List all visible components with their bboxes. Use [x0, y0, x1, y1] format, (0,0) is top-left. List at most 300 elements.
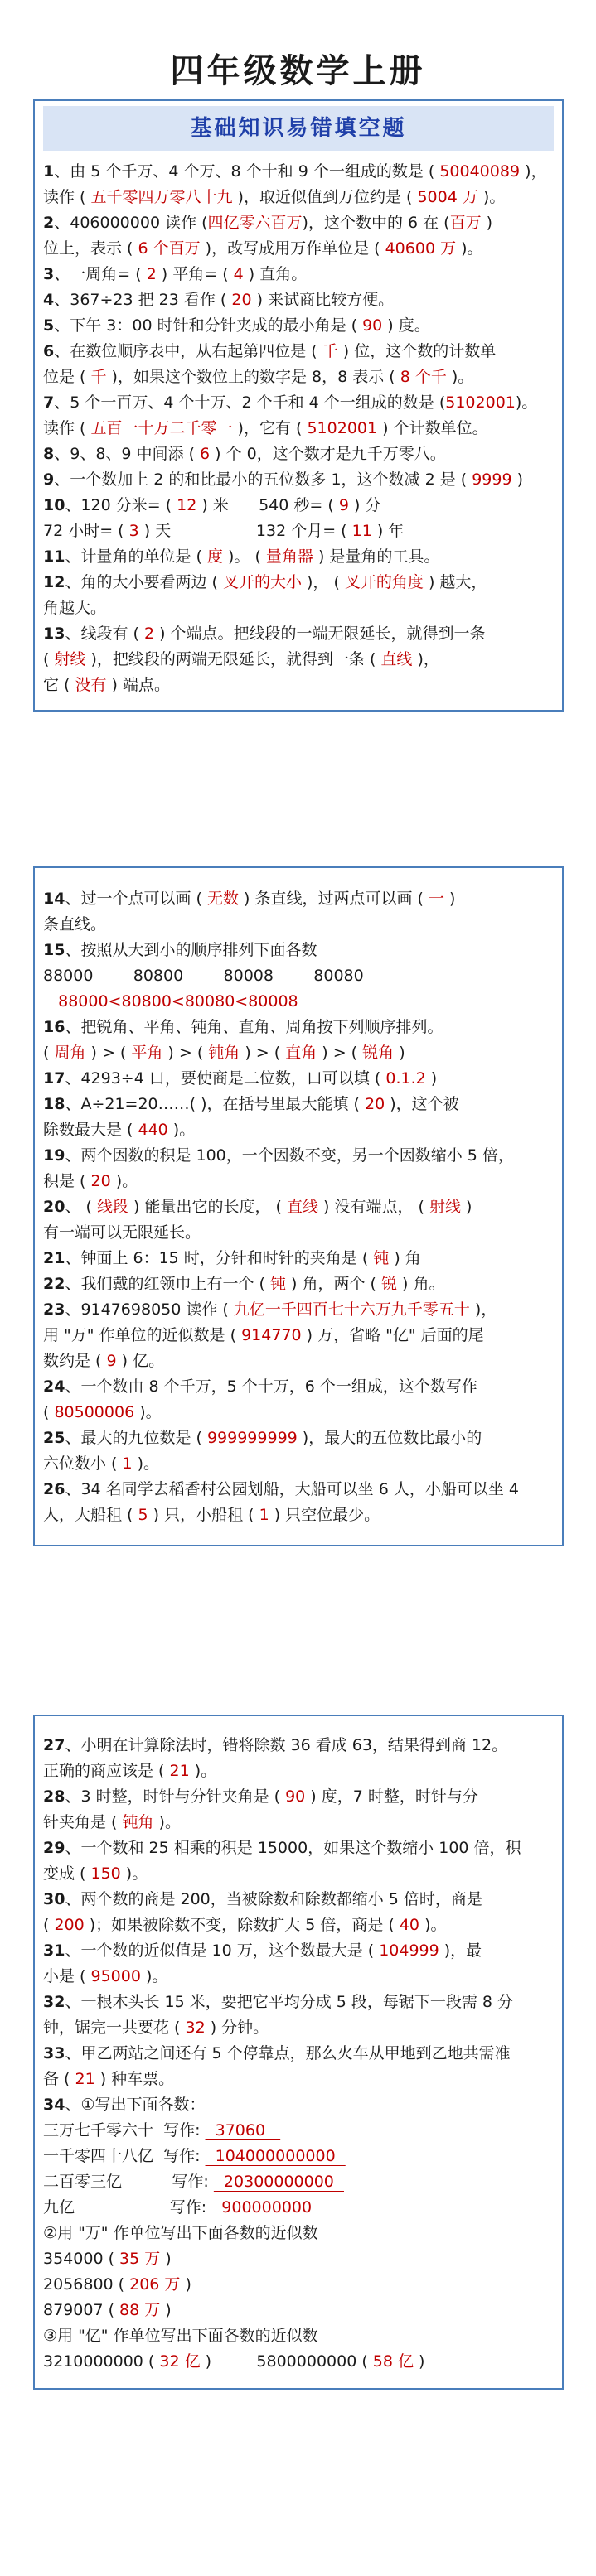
text: ) 天 132 个月= ( [138, 522, 352, 540]
question-line [43, 390, 554, 416]
text: 条直线。 [43, 915, 107, 933]
text: 、406000000 读作 ( [54, 214, 208, 232]
question-line [43, 1117, 554, 1143]
text: ( [43, 650, 55, 668]
text: ) 年 [371, 522, 405, 540]
text: ) [414, 2352, 425, 2371]
question-line [43, 2067, 554, 2092]
answer: 2 [146, 265, 157, 283]
answer: 无数 [206, 890, 239, 908]
question-line [43, 2246, 554, 2272]
text: ) [394, 1044, 405, 1062]
answer: 线段 [96, 1198, 128, 1216]
answer: 8 个千 [400, 368, 447, 386]
text: 、两个数的商是 200，当被除数和除数都缩小 5 倍时，商是 [65, 1890, 482, 1908]
question-number: 24 [43, 1377, 65, 1396]
answer: 90 [285, 1787, 306, 1806]
text: 、5 个一百万、4 个十万、2 个千和 4 个一组成的数是 ( [54, 393, 446, 412]
question-line [43, 1913, 554, 1938]
text: ) 平角= ( [156, 265, 234, 283]
answer: 12 [177, 496, 197, 514]
question-number: 4 [43, 291, 55, 309]
question-line [43, 2272, 554, 2298]
answer: 0.1.2 [385, 1069, 426, 1088]
question-line [43, 912, 554, 938]
text: )。 [132, 1454, 160, 1473]
text: )，这个数中的 6 在 ( [302, 214, 450, 232]
answer: 35 万 [119, 2250, 161, 2268]
answer: 200 [54, 1916, 85, 1934]
text: 有一端可以无限延长。 [43, 1223, 201, 1242]
question-line [43, 493, 554, 519]
text: ) 万，省略 "亿" 后面的尾 [301, 1326, 484, 1344]
question-line [43, 1861, 554, 1887]
text: )，把线段的两端无限延长，就得到一条 ( [85, 650, 381, 668]
text: ) 条直线，过两点可以画 ( [238, 890, 429, 908]
question-line [43, 1194, 554, 1220]
text: 、9147698050 读作 ( [65, 1300, 234, 1319]
text: 数约是 ( [43, 1352, 107, 1370]
question-number: 7 [43, 393, 55, 412]
text: 354000 ( [43, 2250, 120, 2268]
answer: 直线 [286, 1198, 318, 1216]
question-number: 1 [43, 162, 55, 181]
question-line [43, 1348, 554, 1374]
text: ) [180, 2275, 191, 2294]
question-line [43, 1477, 554, 1503]
question-line [43, 1374, 554, 1400]
answer: 百万 [449, 214, 482, 232]
text: )。 [515, 393, 538, 412]
text: ) 角。 [396, 1275, 445, 1293]
question-line [43, 1040, 554, 1066]
answer: 射线 [54, 650, 86, 668]
question-number: 3 [43, 265, 55, 283]
answer: 周角 [54, 1044, 86, 1062]
text: 位上，表示 ( [43, 239, 138, 258]
text: )， [469, 1300, 497, 1319]
answer: 直线 [380, 650, 413, 668]
page-title: 四年级数学上册 [170, 51, 426, 90]
answer: 五千零四万零八十九 [90, 188, 233, 206]
question-number: 10 [43, 496, 65, 514]
text: 88000 80800 80008 80080 [43, 967, 364, 985]
text: 、一根木头长 15 米，要把它平均分成 5 段，每锯下一段需 8 分 [65, 1993, 514, 2011]
text: 、4293÷4 口，要使商是二位数，口可以填 ( [65, 1069, 386, 1088]
answer-underlined: 104000000000 [205, 2147, 346, 2165]
text: 人，大船租 ( [43, 1506, 138, 1524]
text: 、9、8、9 中间添 ( [54, 445, 201, 463]
question-line [43, 185, 554, 210]
text: ) 角，两个 ( [285, 1275, 381, 1293]
text: 、一个数由 8 个千万，5 个十万，6 个一组成，这个数写作 [65, 1377, 477, 1396]
question-line [43, 1758, 554, 1784]
text: )。 [419, 1916, 447, 1934]
text: )，最 [439, 1942, 482, 1960]
panel-3 [33, 1715, 564, 2390]
text: )。 [153, 1813, 181, 1831]
text: ) [511, 470, 524, 489]
text: ③用 "亿" 作单位写出下面各数的近似数 [43, 2327, 318, 2345]
answer: 21 [169, 1762, 190, 1780]
question-line [43, 963, 554, 989]
text: )。 [134, 1403, 162, 1421]
text: )。 [167, 1121, 196, 1139]
question-line [43, 441, 554, 467]
answer: 80500006 [54, 1403, 135, 1421]
answer: 90 [362, 316, 383, 335]
question-line [43, 1297, 554, 1323]
text: )。 [120, 1864, 148, 1883]
question-line [43, 159, 554, 185]
question-line [43, 1220, 554, 1246]
answer: 钝 [269, 1275, 286, 1293]
answer: 50040089 [439, 162, 521, 181]
text: ) 来试商比较方便。 [251, 291, 395, 309]
text: )。 ( [222, 548, 266, 566]
text: 钟，锯完一共要花 ( [43, 2019, 186, 2037]
question-line [43, 1246, 554, 1271]
answer: 9 [338, 496, 349, 514]
text: 879007 ( [43, 2301, 120, 2319]
text: 六位数小 ( [43, 1454, 123, 1473]
question-number: 21 [43, 1249, 65, 1267]
answer: 104999 [379, 1942, 439, 1960]
text: ) 端点。 [106, 676, 171, 694]
text: )。 [140, 1967, 168, 1985]
answer: 量角器 [265, 548, 313, 566]
text: ) 角 [389, 1249, 421, 1267]
text: 一千零四十八亿 写作: [43, 2147, 206, 2165]
answer: 9 [106, 1352, 117, 1370]
question-line [43, 570, 554, 596]
text: 、钟面上 6：15 时，分针和时针的夹角是 ( [65, 1249, 374, 1267]
text: ) 没有端点， ( [317, 1198, 429, 1216]
question-line [43, 2349, 554, 2375]
answer: 999999999 [206, 1429, 298, 1447]
panel-lines [35, 1733, 562, 2375]
question-line [43, 2195, 554, 2221]
question-line [43, 2221, 554, 2246]
text: 、小明在计算除法时，错将除数 36 看成 63，结果得到商 12。 [65, 1736, 508, 1754]
question-line [43, 621, 554, 647]
answer-underlined: 900000000 [211, 2198, 322, 2217]
answer: 钝角 [208, 1044, 240, 1062]
question-number: 8 [43, 445, 55, 463]
text: )。 [456, 239, 483, 258]
question-number: 17 [43, 1069, 65, 1088]
question-line [43, 1451, 554, 1477]
answer: 射线 [429, 1198, 461, 1216]
text: )，取近似值到万位约是 ( [232, 188, 418, 206]
question-number: 26 [43, 1480, 65, 1498]
text: ②用 "万" 作单位写出下面各数的近似数 [43, 2224, 318, 2242]
question-line [43, 313, 554, 339]
question-line [43, 1810, 554, 1836]
question-line [43, 210, 554, 236]
text: 用 "万" 作单位的近似数是 ( [43, 1326, 242, 1344]
answer: 11 [351, 522, 372, 540]
text: 、 ( [65, 1198, 97, 1216]
text: ) 是量角的工具。 [313, 548, 440, 566]
answer: 没有 [75, 676, 107, 694]
answer-underlined: 20300000000 [213, 2173, 344, 2191]
question-line [43, 989, 554, 1015]
question-line [43, 2015, 554, 2041]
answer: 3 [128, 522, 139, 540]
text: ) 只空位最少。 [269, 1506, 380, 1524]
question-line [43, 2092, 554, 2118]
question-number: 16 [43, 1018, 65, 1036]
text: )，这个被 [385, 1095, 459, 1113]
answer: 88 万 [119, 2301, 161, 2319]
text: ) 5800000000 ( [200, 2352, 373, 2371]
text: 、甲乙两站之间还有 5 个停靠点，那么火车从甲地到乙地共需准 [65, 2044, 511, 2062]
panel-lines [35, 886, 562, 1528]
text: ) 亿。 [116, 1352, 165, 1370]
text: 、下午 3：00 时针和分针夹成的最小角是 ( [54, 316, 363, 335]
answer: 钝角 [122, 1813, 154, 1831]
question-line [43, 339, 554, 364]
question-line [43, 2169, 554, 2195]
answer: 40 [399, 1916, 420, 1934]
question-line [43, 1938, 554, 1964]
answer: 5004 万 [417, 188, 478, 206]
question-line [43, 1990, 554, 2015]
text: 、一个数的近似值是 10 万，这个数最大是 ( [65, 1942, 380, 1960]
text: 读作 ( [43, 188, 91, 206]
question-number: 18 [43, 1095, 65, 1113]
question-line [43, 1015, 554, 1040]
answer: 95000 [90, 1967, 141, 1985]
text: 位是 ( [43, 368, 91, 386]
text: ( [43, 1044, 55, 1062]
text: )， [520, 162, 547, 181]
question-number: 30 [43, 1890, 65, 1908]
question-line [43, 287, 554, 313]
text: 它 ( [43, 676, 75, 694]
question-line [43, 1169, 554, 1194]
question-line [43, 2041, 554, 2067]
text: )，如果这个数位上的数字是 8，8 表示 ( [106, 368, 400, 386]
text: 、角的大小要看两边 ( [65, 573, 223, 591]
answer: 20 [365, 1095, 385, 1113]
text: )，最大的五位数比最小的 [297, 1429, 482, 1447]
question-line [43, 1143, 554, 1169]
question-line [43, 647, 554, 673]
question-line [43, 1271, 554, 1297]
question-line [43, 673, 554, 698]
answer: 锐角 [362, 1044, 395, 1062]
text: 积是 ( [43, 1172, 91, 1190]
question-number: 25 [43, 1429, 65, 1447]
text: )。 [189, 1762, 217, 1780]
question-line [43, 364, 554, 390]
text: 、线段有 ( [65, 625, 144, 643]
answer: 锐 [380, 1275, 397, 1293]
text: ) 位，这个数的计数单 [337, 342, 497, 360]
question-line [43, 1066, 554, 1092]
text: 三万七千零六十 写作: [43, 2121, 206, 2139]
question-number: 15 [43, 941, 65, 959]
text: )。 [477, 188, 506, 206]
text: )。 [446, 368, 474, 386]
answer: 32 亿 [159, 2352, 201, 2371]
question-number: 12 [43, 573, 65, 591]
text: ) [443, 890, 456, 908]
text: 2056800 ( [43, 2275, 130, 2294]
answer: 9999 [472, 470, 512, 489]
question-number: 22 [43, 1275, 65, 1293]
question-line [43, 1964, 554, 1990]
question-line [43, 886, 554, 912]
question-line [43, 596, 554, 621]
text: 正确的商应该是 ( [43, 1762, 170, 1780]
text: ) 个计数单位。 [377, 419, 488, 437]
text: )。 [110, 1172, 138, 1190]
panel-2 [33, 866, 564, 1546]
text: 、我们戴的红领巾上有一个 ( [65, 1275, 270, 1293]
text: ) 种车票。 [94, 2070, 175, 2088]
answer: 32 [185, 2019, 206, 2037]
answer-underlined: 37060 [205, 2121, 281, 2139]
text: 变成 ( [43, 1864, 91, 1883]
text: ) 分 [348, 496, 381, 514]
question-number: 32 [43, 1993, 65, 2011]
question-line [43, 262, 554, 287]
question-line [43, 1887, 554, 1913]
answer: 千 [322, 342, 338, 360]
text: ) 分钟。 [205, 2019, 269, 2037]
answer: 40600 万 [385, 239, 457, 258]
text: )，它有 ( [232, 419, 308, 437]
question-line [43, 2118, 554, 2144]
panel-1 [33, 99, 564, 712]
answer: 440 [138, 1121, 168, 1139]
answer-underlined: 88000<80800<80080<80008 [43, 992, 349, 1011]
answer: 21 [75, 2070, 95, 2088]
text: 、两个因数的积是 100，一个因数不变，另一个因数缩小 5 倍， [65, 1146, 514, 1165]
text: ) 度。 [382, 316, 430, 335]
text: 、A÷21=20……( )，在括号里最大能填 ( [65, 1095, 366, 1113]
question-line [43, 416, 554, 441]
text: ) 米 540 秒= ( [196, 496, 339, 514]
text: 、34 名同学去稻香村公园划船，大船可以坐 6 人，小船可以坐 4 [65, 1480, 519, 1498]
answer: 5 [138, 1506, 148, 1524]
text: 、3 时整，时针与分针夹角是 ( [65, 1787, 286, 1806]
question-number: 5 [43, 316, 55, 335]
text: 、①写出下面各数： [65, 2096, 206, 2114]
question-line [43, 519, 554, 544]
question-number: 11 [43, 548, 65, 566]
question-line [43, 1425, 554, 1451]
text: 除数最大是 ( [43, 1121, 138, 1139]
question-number: 29 [43, 1839, 65, 1857]
answer: 叉开的角度 [344, 573, 424, 591]
answer: 钝 [373, 1249, 390, 1267]
answer: 1 [122, 1454, 133, 1473]
answer: 20 [90, 1172, 111, 1190]
answer: 2 [143, 625, 155, 643]
question-line [43, 467, 554, 493]
question-line [43, 2144, 554, 2169]
question-line [43, 1323, 554, 1348]
text: 角越大。 [43, 599, 107, 617]
text: ) > ( [240, 1044, 286, 1062]
text: 、过一个点可以画 ( [65, 890, 207, 908]
text: ) > ( [162, 1044, 209, 1062]
answer: 58 亿 [372, 2352, 414, 2371]
text: ) > ( [317, 1044, 363, 1062]
subtitle: 基础知识易错填空题 [43, 106, 554, 151]
answer: 206 万 [129, 2275, 181, 2294]
text: 针夹角是 ( [43, 1813, 123, 1831]
text: 、一周角= ( [54, 265, 147, 283]
text: 九亿 写作: [43, 2198, 212, 2217]
answer: 五百一十万二千零一 [90, 419, 233, 437]
question-number: 31 [43, 1942, 65, 1960]
answer: 5102001 [307, 419, 378, 437]
text: 备 ( [43, 2070, 75, 2088]
text: )， [412, 650, 439, 668]
text: 读作 ( [43, 419, 91, 437]
text: ) > ( [85, 1044, 132, 1062]
answer: 一 [428, 890, 444, 908]
question-number: 34 [43, 2096, 65, 2114]
question-number: 27 [43, 1736, 65, 1754]
answer: 千 [90, 368, 107, 386]
text: ) [160, 2301, 172, 2319]
text: 72 小时= ( [43, 522, 129, 540]
question-line [43, 544, 554, 570]
answer: 6 个百万 [138, 239, 201, 258]
answer: 1 [259, 1506, 269, 1524]
answer: 四亿零六百万 [207, 214, 303, 232]
text: ) 只，小船租 ( [148, 1506, 259, 1524]
question-line [43, 938, 554, 963]
text: 、一个数和 25 相乘的积是 15000，如果这个数缩小 100 倍，积 [65, 1839, 521, 1857]
question-number: 2 [43, 214, 55, 232]
text: ) 越大， [423, 573, 487, 591]
text: ) 个端点。把线段的一端无限延长，就得到一条 [154, 625, 486, 643]
question-number: 19 [43, 1146, 65, 1165]
answer: 度 [206, 548, 223, 566]
question-line [43, 236, 554, 262]
text: ) 个 0，这个数才是九千万零八。 [210, 445, 446, 463]
question-line [43, 1784, 554, 1810]
text: ) [481, 214, 493, 232]
text: 、计量角的单位是 ( [65, 548, 207, 566]
text: ) 直角。 [243, 265, 308, 283]
answer: 20 [231, 291, 252, 309]
answer: 叉开的大小 [222, 573, 302, 591]
text: 、最大的九位数是 ( [65, 1429, 207, 1447]
answer: 直角 [285, 1044, 317, 1062]
text: 、由 5 个千万、4 个万、8 个十和 9 个一组成的数是 ( [54, 162, 440, 181]
answer: 914770 [241, 1326, 302, 1344]
answer: 6 [200, 445, 211, 463]
text: )；如果被除数不变，除数扩大 5 倍，商是 ( [84, 1916, 400, 1934]
text: )， ( [301, 573, 345, 591]
text: ) 度，7 时整，时针与分 [305, 1787, 478, 1806]
text: 3210000000 ( [43, 2352, 160, 2371]
text: 、按照从大到小的顺序排列下面各数 [65, 941, 317, 959]
text: 小是 ( [43, 1967, 91, 1985]
text: ( [43, 1916, 55, 1934]
question-number: 20 [43, 1198, 65, 1216]
question-line [43, 2323, 554, 2349]
question-line [43, 1400, 554, 1425]
